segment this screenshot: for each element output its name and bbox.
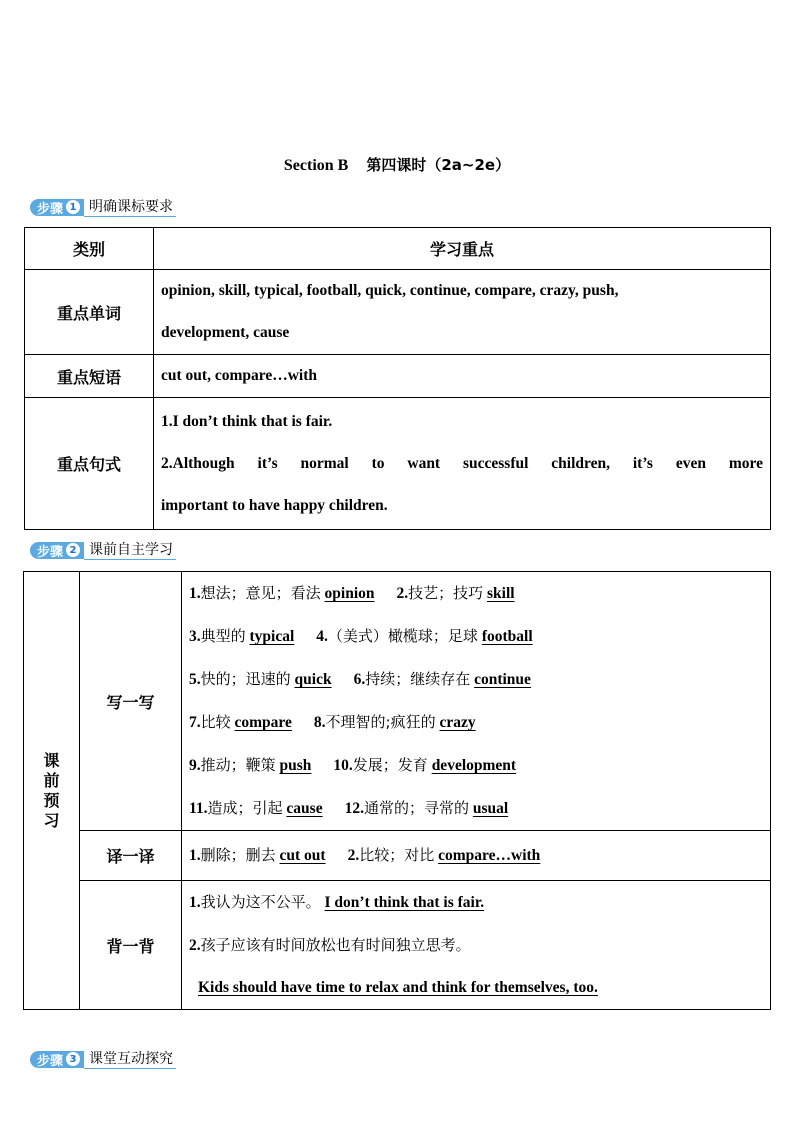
step-badge: 步骤 3 bbox=[30, 1051, 84, 1068]
step-label: 明确课标要求 bbox=[84, 198, 176, 217]
row-category: 重点单词 bbox=[25, 270, 154, 355]
recite-content bbox=[182, 881, 771, 1010]
translate-label: 译一译 bbox=[80, 831, 182, 881]
step-badge: 步骤 2 bbox=[30, 542, 84, 559]
list-item: Kids should have time to relax and think for themselves, too. bbox=[198, 979, 598, 996]
step-3-heading bbox=[30, 1049, 176, 1069]
list-item: 1.删除；删去 cut out 2.比较；对比 compare…with bbox=[189, 846, 541, 864]
header-key-points: 学习重点 bbox=[154, 228, 771, 270]
page-title bbox=[0, 154, 794, 175]
title-section: Section B bbox=[283, 157, 349, 174]
row-category: 重点句式 bbox=[25, 398, 154, 530]
list-item: 1.我认为这不公平。 I don’t think that is fair. bbox=[189, 893, 485, 911]
table-row bbox=[25, 398, 771, 530]
list-item: 7.比较 compare 8.不理智的;疯狂的 crazy bbox=[189, 713, 476, 731]
preview-table bbox=[23, 571, 771, 1010]
step-label: 课前自主学习 bbox=[84, 541, 176, 560]
row-content: opinion, skill, typical, football, quick, continue, compare, crazy, push, development, cause bbox=[154, 270, 771, 355]
row-content: 1.I don’t think that is fair. 2.Although it’s normal to want successful children, it’s even more important to have happy children. bbox=[154, 398, 771, 530]
step-badge: 步骤 1 bbox=[30, 199, 84, 216]
translate-row bbox=[24, 831, 771, 881]
recite-label: 背一背 bbox=[80, 881, 182, 1010]
list-item: 3.典型的 typical 4.（美式）橄榄球；足球 football bbox=[189, 627, 533, 645]
write-label: 写一写 bbox=[80, 572, 182, 831]
key-points-table bbox=[24, 227, 771, 530]
list-item: 5.快的；迅速的 quick 6.持续；继续存在 continue bbox=[189, 670, 531, 688]
recite-row bbox=[24, 881, 771, 1010]
translate-content bbox=[182, 831, 771, 881]
list-item: 2.孩子应该有时间放松也有时间独立思考。 bbox=[189, 936, 471, 954]
row-category: 重点短语 bbox=[25, 355, 154, 398]
table-row bbox=[25, 355, 771, 398]
row-content: cut out, compare…with bbox=[154, 355, 771, 398]
step-label: 课堂互动探究 bbox=[84, 1050, 176, 1069]
step-2-heading bbox=[30, 540, 176, 560]
write-content bbox=[182, 572, 771, 831]
list-item: 9.推动；鞭策 push 10.发展；发育 development bbox=[189, 756, 517, 774]
list-item: 11.造成；引起 cause 12.通常的；寻常的 usual bbox=[189, 799, 509, 817]
title-lesson: 第四课时（2a~2e） bbox=[366, 156, 511, 174]
preview-side-label: 课 前 预 习 bbox=[24, 572, 80, 1010]
list-item: 1.想法；意见；看法 opinion 2.技艺；技巧 skill bbox=[189, 584, 515, 602]
write-row bbox=[24, 572, 771, 831]
table-row bbox=[25, 270, 771, 355]
header-category: 类别 bbox=[25, 228, 154, 270]
step-1-heading bbox=[30, 197, 176, 217]
step-number-icon: 3 bbox=[66, 1052, 80, 1066]
table-header-row bbox=[25, 228, 771, 270]
step-number-icon: 1 bbox=[66, 200, 80, 214]
step-number-icon: 2 bbox=[66, 543, 80, 557]
